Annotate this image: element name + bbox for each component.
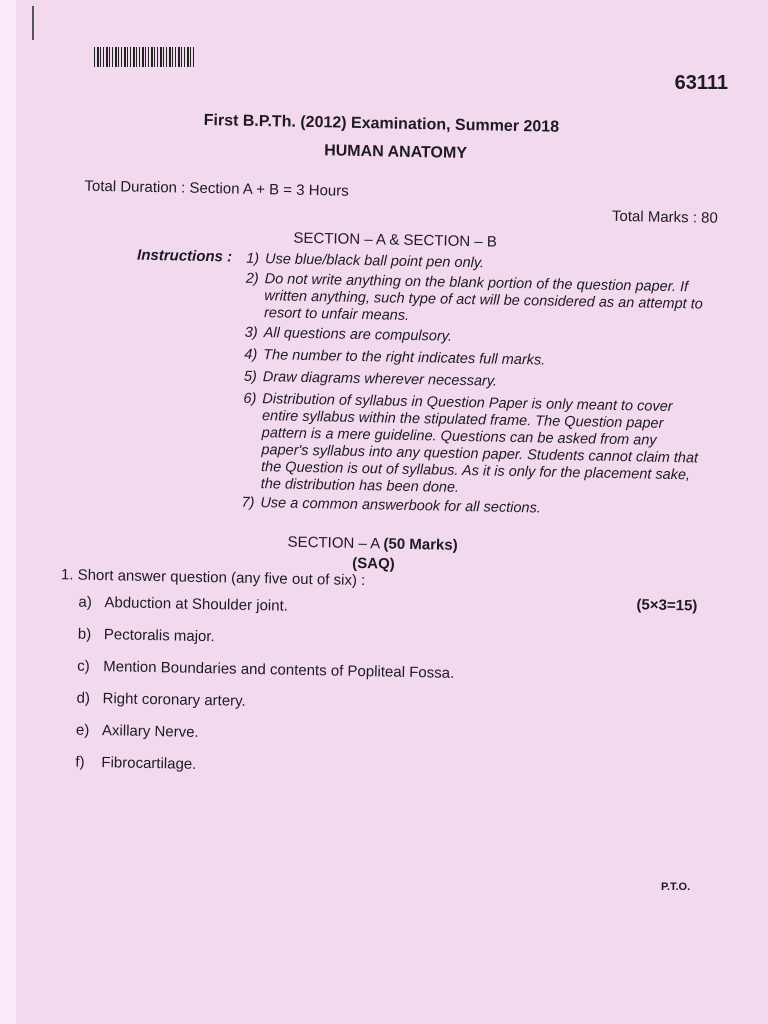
question-part: e) Axillary Nerve. [75,721,199,741]
exam-title: First B.P.Th. (2012) Examination, Summer 2018 [203,111,560,136]
question-1 [61,566,366,589]
subject-title: HUMAN ANATOMY [324,142,468,162]
instruction-item: 5) Draw diagrams wherever necessary. [243,368,498,390]
barcode [94,47,194,67]
question-number: 1. [60,566,74,584]
question-text: Short answer question (any five out of six) : [77,566,366,590]
question-1-marks: (5×3=15) [636,596,698,615]
instructions-label: Instructions : [136,246,233,266]
total-duration: Total Duration : Section A + B = 3 Hours [84,177,349,200]
question-part: c) Mention Boundaries and contents of Popliteal Fossa. [77,657,455,682]
question-part: b) Pectoralis major. [77,625,215,646]
section-a-heading: SECTION – A (50 Marks) [287,533,458,554]
question-part: a) Abduction at Shoulder joint. [78,593,289,615]
instruction-item: 7) Use a common answerbook for all sections. [241,494,541,517]
section-ab-heading: SECTION – A & SECTION – B [293,229,498,251]
paper-code: 63111 [674,72,728,94]
instruction-item: 4) The number to the right indicates full marks. [244,346,546,369]
section-a-type: (SAQ) [352,554,395,573]
instruction-item: 6) Distribution of syllabus in Question Paper is only meant to cover entire syllabus within the stipulated frame. The Question paper pattern is a mere guideline. Questions can be asked from any paper's syllabus into any question paper. Students cannot claim that the Question is out of syllabus. As it is only for the placement sake, the distribution has been done. [243,390,699,496]
instruction-item: 2) Do not write anything on the blank portion of the question paper. If written anything, such type of act will be considered as an attempt to resort to unfair means. [245,270,703,324]
question-part: d) Right coronary artery. [76,689,246,710]
instruction-item: 1) Use blue/black ball point pen only. [246,250,485,272]
paper-edge [0,0,16,1024]
section-a-marks: (50 Marks) [383,535,458,554]
total-marks: Total Marks : 80 [611,207,718,227]
pto-note: P.T.O. [661,881,691,893]
pen-mark [32,6,34,40]
instruction-item: 3) All questions are compulsory. [244,324,453,345]
question-part: f) Fibrocartilage. [75,753,197,773]
